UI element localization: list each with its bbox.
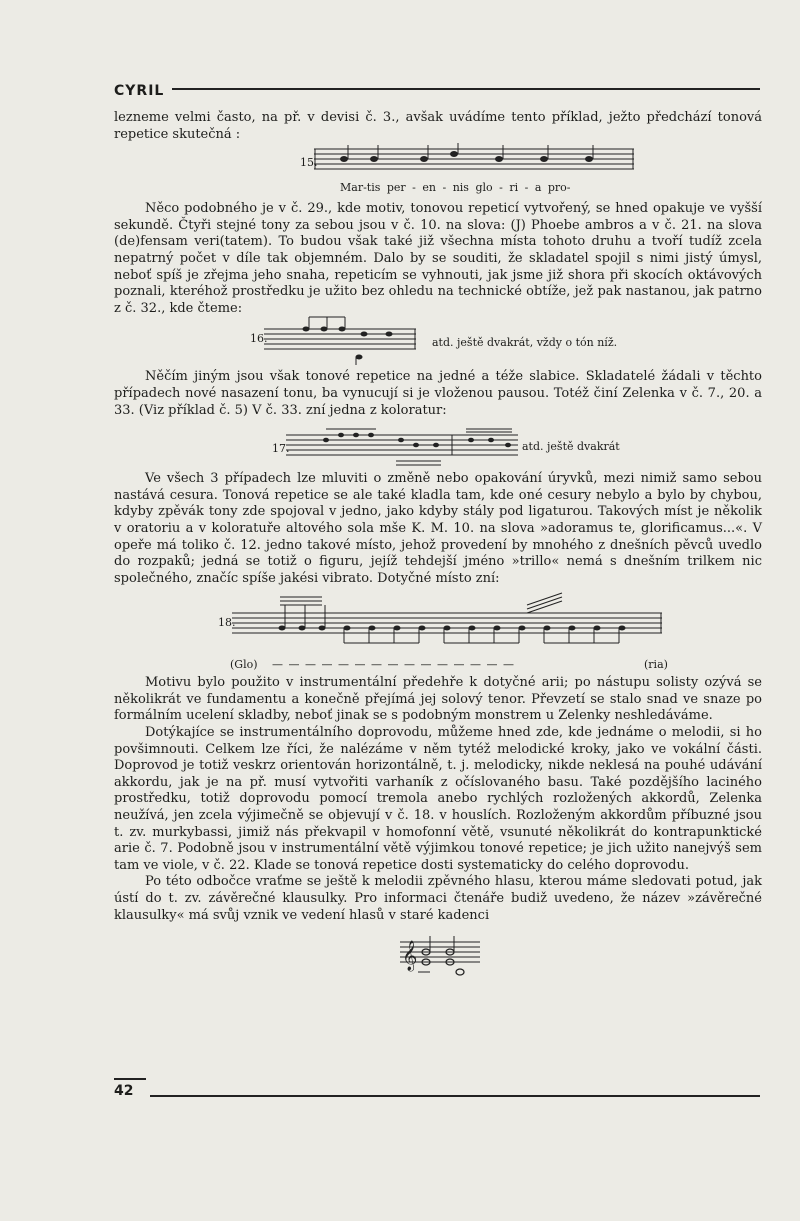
syllable-end: (ria) xyxy=(644,658,668,672)
body-text xyxy=(114,110,762,990)
svg-text:𝄞: 𝄞 xyxy=(402,941,418,972)
staff-notation-cadence xyxy=(400,928,500,988)
music-example-16 xyxy=(114,317,762,369)
paragraph-1: lezneme velmi často, na př. v devisi č. 3., avšak uvádíme tento příklad, ježto předchází tonová repetice skutečná : xyxy=(114,110,762,142)
paragraph-2: Něco podobného je v č. 29., kde motiv, tonovou repeticí vytvořený, se hned opakuje ve vyšší sekundě. Čtyři stejné tony za sebou jsou v č. 10. na slova: (J) Phoebe ambros a v č. 21. na slova (de)fensam veri(tatem). To budou však také již všechna místa tohoto druhu a tvoří tudíž zcela nepatrný počet v díle tak objemném. Dalo by se souditi, že skladatel spojil s nimi jistý úmysl, neboť spíš je zřejma jeho snaha, repeticím se vyhnouti, jak jsme již shora při skocích oktávových poznali, kteréhož prostředku je užito bez ohledu na technické obtíže, jež pak nastanou, jak patrno z č. 32., kde čteme: xyxy=(114,201,762,316)
staff-notation-17 xyxy=(286,425,526,469)
header-title: CYRIL xyxy=(114,83,165,99)
syllable-dashes: — — — — — — — — — — — — — — — xyxy=(272,658,515,672)
syllable-start: (Glo) xyxy=(230,658,258,672)
footer-short-rule xyxy=(114,1078,146,1080)
paragraph-7: Po této odbočce vraťme se ještě k melodii zpěvného hlasu, kterou máme sledovati potud, jak ústí do t. zv. závěrečné klausulky. Pro informaci čtenáře budiž uvedeno, že název »závěrečné klausulky« má svůj vznik ve vedení hlasů v staré kadenci xyxy=(114,874,762,923)
staff-notation-18 xyxy=(232,591,672,655)
music-example-15 xyxy=(114,143,762,201)
paragraph-6: Dotýkajíce se instrumentálního doprovodu, můžeme hned zde, kde jednáme o melodii, si ho povšimnouti. Celkem lze říci, že nalézáme v něm tytéž melodické kroky, jako ve vokální části. Doprovod je totiž veskrz orientován horizontálně, t. j. melodicky, nikde neklesá na pouhé udávání akkordu, jak je na př. musí vytvořiti varhaník z očíslovaného basu. Také pozdějšího laciného prostředku, totiž doprovodu pomocí tremola anebo rychlých rozložených akkordů, Zelenka neužívá, jen zcela výjimečně se objevují v č. 18. v houslích. Rozloženým akkordům příbuzné jsou t. zv. murkybassi, jimiž nás překvapil v homofonní větě, vsunuté několikrát do kontrapunktické arie č. 7. Podobně jsou v instrumentální větě výjimkou tonové repetice; je jich užito nanejvýš sem tam ve viole, v č. 22. Klade se tonová repetice dosti systematicky do celého doprovodu. xyxy=(114,725,762,873)
page-footer xyxy=(114,1080,760,1099)
example-number: 18. xyxy=(218,616,236,630)
example-number: 15. xyxy=(300,156,318,170)
music-example-cadence xyxy=(114,924,762,990)
paragraph-5: Motivu bylo použito v instrumentální předehře k dotyčné arii; po nástupu solisty ozývá se několikrát ve fundamentu a konečně přejímá jej solový tenor. Převzetí se stalo snad ve snaze po formálním ucelení skladby, neboť jinak se s podobným monstrem u Zelenky neshledáváme. xyxy=(114,675,762,724)
music-example-17 xyxy=(114,419,762,471)
example-number: 16. xyxy=(250,332,268,346)
paragraph-3: Něčím jiným jsou však tonové repetice na jedné a téže slabice. Skladatelé žádali v těchto případech nové nasazení tonu, ba vynucují si je vloženou pausou. Totéž činí Zelenka v č. 7., 20. a 33. (Viz příklad č. 5) V č. 33. zní jedna z koloratur: xyxy=(114,369,762,418)
music-example-18 xyxy=(114,587,762,675)
staff-notation-16 xyxy=(264,323,424,367)
example-note: atd. ještě dvakrát xyxy=(522,440,620,454)
page-number: 42 xyxy=(114,1083,134,1099)
paragraph-4: Ve všech 3 případech lze mluviti o změně nebo opakování úryvků, mezi nimiž samo sebou nastává cesura. Tonová repetice se ale také kladla tam, kde oné cesury nebylo a bylo by chybou, kdyby zpěvák tony zde spojoval v jedno, jako kdyby stály pod ligaturou. Takových míst je několik v oratoriu a v koloratuře altového sola mše K. M. 10. na slova »adoramus te, glorificamus...«. V opeře má toliko č. 12. jedno takové místo, jehož provedení by mnohého z dnešních pěvců uvedlo do rozpaků; jedná se totiž o figuru, jejíž tehdejší jméno »trillo« nemá s dnešním trilkem nic společného, značíc spíše jakési vibrato. Dotyčné místo zní: xyxy=(114,471,762,586)
example-lyrics: Mar-tis per - en - nis glo - ri - a pro- xyxy=(340,181,571,195)
footer-rule xyxy=(150,1095,760,1097)
example-note: atd. ještě dvakrát, vždy o tón níž. xyxy=(432,336,618,350)
running-header xyxy=(114,80,760,99)
header-rule xyxy=(172,88,760,90)
example-number: 17. xyxy=(272,442,290,456)
staff-notation-15 xyxy=(314,143,644,179)
